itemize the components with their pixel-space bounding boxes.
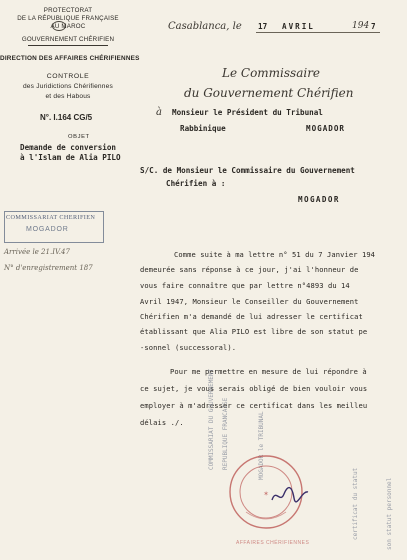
bleed-through-text-1: COMMISSARIAT DU GOUVERNEMENT: [208, 368, 215, 470]
addressee-prefix: à: [156, 107, 162, 118]
body-line-2: demeurée sans réponse à ce jour, j'ai l'honneur de: [140, 265, 359, 274]
body-line-1: Comme suite à ma lettre n° 51 du 7 Janvier 194: [174, 250, 376, 259]
dateline-place: Casablanca, le: [168, 21, 242, 32]
body-line-5: Chérifien m'a demandé de lui adresser le certificat: [140, 312, 363, 321]
sender-title: Le Commissaire: [222, 66, 321, 80]
controle-subtitle-2: et des Habous: [45, 93, 91, 100]
objet-line-1: Demande de conversion: [20, 143, 117, 152]
dateline-underline: [256, 32, 380, 33]
seal-ring-text: AFFAIRES CHÉRIFIENNES: [236, 540, 310, 546]
body-line-11: délais ./.: [140, 418, 184, 427]
dateline-day: 17: [258, 22, 268, 31]
body-line-8: Pour me permettre en mesure de lui répondre à: [170, 367, 367, 376]
bleed-through-text-2: REPUBLIQUE FRANCAISE: [222, 397, 229, 470]
body-line-10: employer à m'adresser ce certificat dans les meilleu: [140, 401, 368, 410]
stamp-line-1: COMMISSARIAT CHERIFIEN: [6, 214, 96, 221]
controle-subtitle-1: des Juridictions Chérifiennes: [22, 83, 114, 90]
stamp-registration-number: N° d'enregistrement 187: [4, 264, 93, 272]
sc-line-1: S/C. de Monsieur le Commissaire du Gouvernement: [140, 166, 355, 175]
controle-title: CONTROLE: [46, 73, 90, 80]
header-divider: [28, 45, 108, 46]
emblem-icon: [52, 21, 66, 31]
body-line-7: -sonnel (successoral).: [140, 343, 237, 352]
header-republique: DE LA RÉPUBLIQUE FRANÇAISE: [17, 15, 119, 22]
direction-title: DIRECTION DES AFFAIRES CHÉRIFIENNES: [0, 55, 140, 62]
svg-text:✶: ✶: [263, 491, 269, 498]
body-line-4: Avril 1947, Monsieur le Conseiller du Gouvernement: [140, 297, 359, 306]
dateline-year-digit: 7: [371, 22, 376, 31]
dateline-year-prefix: 194: [352, 21, 370, 31]
body-line-9: ce sujet, je vous serais obligé de bien vouloir vous: [140, 384, 368, 393]
objet-line-2: à l'Islam de Alia PILO: [20, 153, 121, 162]
addressee-line-1: Monsieur le Président du Tribunal: [172, 108, 323, 117]
sc-city: MOGADOR: [298, 195, 340, 204]
sender-subtitle: du Gouvernement Chérifien: [184, 86, 354, 100]
objet-label: OBJET: [68, 134, 90, 140]
bleed-through-text-4: certificat du statut: [352, 467, 359, 540]
reference-number: N°. I.164 CG/5: [40, 113, 93, 122]
header-protectorat: PROTECTORAT: [43, 7, 93, 14]
bleed-through-text-5: son statut personnel: [386, 477, 393, 550]
header-maroc: AU MAROC: [50, 23, 86, 30]
body-line-3: vous faire connaître que par lettre n°4893 du 14: [140, 281, 350, 290]
sc-line-2: Chérifien à :: [166, 179, 226, 188]
stamp-arrival-date: Arrivée le 21.IV.47: [4, 248, 70, 256]
header-gouvernement: GOUVERNEMENT CHÉRIFIEN: [21, 36, 115, 43]
dateline-month: AVRIL: [282, 22, 315, 31]
signature-icon: [268, 480, 312, 510]
addressee-line-2: Rabbinique: [180, 124, 226, 133]
body-line-6: établissant que Alia PILO est libre de son statut pe: [140, 327, 368, 336]
bleed-through-text-3: MOGADOR le TRIBUNAL: [258, 411, 265, 480]
stamp-line-2: MOGADOR: [26, 226, 69, 233]
addressee-city: MOGADOR: [306, 124, 346, 133]
